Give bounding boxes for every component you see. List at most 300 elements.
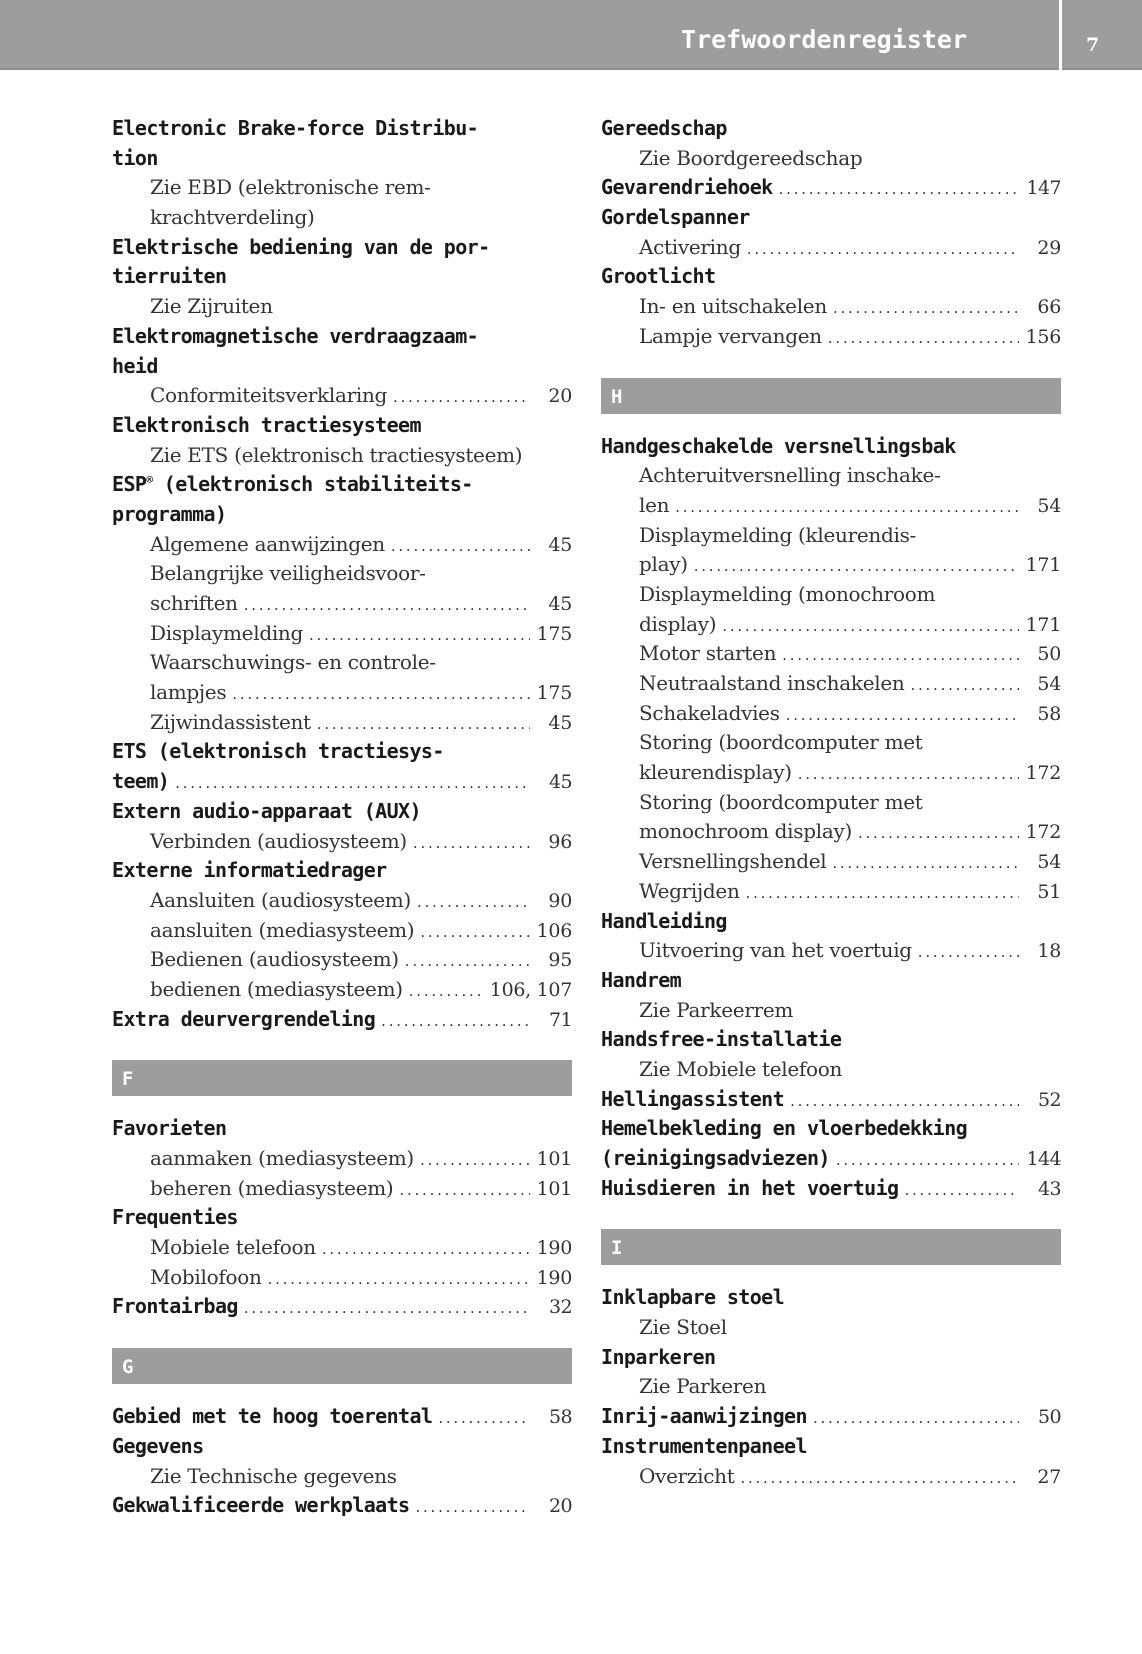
entry-text [112, 146, 158, 170]
index-entry-with-page[interactable] [601, 758, 1061, 788]
page-reference[interactable]: 172 [1025, 821, 1061, 844]
page-reference[interactable]: 58 [1037, 702, 1061, 725]
entry-text [639, 1462, 734, 1492]
dot-leader [438, 1404, 530, 1434]
entry-text [112, 116, 478, 140]
entry-label: play) [639, 552, 688, 577]
entry-label: lampjes [150, 680, 227, 705]
index-entry-with-page[interactable] [601, 1174, 1061, 1204]
entry-text [639, 699, 780, 729]
index-column-right [601, 114, 1061, 1491]
entry-list [601, 432, 1061, 1204]
page-reference[interactable]: 20 [548, 385, 572, 408]
dot-leader [244, 1294, 530, 1324]
index-heading [601, 1025, 1061, 1055]
page-reference[interactable]: 175 [536, 682, 572, 705]
page-reference[interactable]: 58 [549, 1406, 572, 1429]
index-heading [112, 352, 572, 382]
entry-text [639, 758, 792, 788]
entry-label: monochroom display) [639, 819, 852, 844]
entry-text [639, 463, 940, 487]
index-heading [601, 432, 1061, 462]
entry-label: Grootlicht [601, 264, 716, 289]
dot-leader [268, 1265, 530, 1295]
entry-text [601, 1116, 967, 1140]
entry-label: Bedienen (audiosysteem) [150, 947, 399, 972]
entry-text [639, 523, 916, 547]
entry-text [639, 817, 852, 847]
entry-text [150, 1144, 414, 1174]
page-reference[interactable]: 71 [549, 1008, 572, 1031]
page-reference[interactable]: 54 [1037, 673, 1061, 695]
section-header-i: I [601, 1229, 1061, 1265]
index-entry-with-page[interactable] [112, 530, 572, 560]
dot-leader [420, 918, 530, 948]
entry-label: heid [112, 353, 158, 378]
index-entry-with-page[interactable] [112, 678, 572, 708]
entry-text [150, 916, 414, 946]
page-reference[interactable]: 50 [1038, 1406, 1061, 1429]
dot-leader [740, 1464, 1019, 1494]
index-heading [112, 233, 572, 263]
dot-leader [405, 947, 530, 977]
entry-text [112, 739, 444, 763]
index-subentry [601, 728, 1061, 758]
page-reference[interactable]: 54 [1037, 494, 1061, 517]
page-reference[interactable]: 29 [1037, 236, 1061, 259]
entry-label: Wegrijden [639, 878, 740, 903]
page-reference[interactable]: 101 [536, 1177, 572, 1200]
entry-text [112, 413, 421, 437]
entry-label: Mobiele telefoon [150, 1235, 316, 1260]
index-heading [601, 1114, 1061, 1144]
entry-label: Zie ETS (elektronisch tractiesysteem) [150, 442, 523, 467]
entry-text [601, 1027, 841, 1051]
index-entry-with-page[interactable] [601, 550, 1061, 580]
dot-leader [232, 680, 530, 710]
entry-label: Gevarendriehoek [601, 175, 773, 200]
dot-leader [910, 671, 1019, 701]
entry-text [150, 1263, 262, 1293]
entry-text [639, 233, 741, 263]
dot-leader [786, 701, 1019, 731]
page-reference[interactable]: 90 [548, 889, 572, 912]
index-heading [112, 1114, 572, 1144]
page-reference[interactable]: 106, 107 [489, 978, 572, 1001]
entry-text [112, 1402, 432, 1432]
entry-list [112, 1402, 572, 1521]
index-entry-with-page[interactable] [112, 1144, 572, 1174]
entry-text [639, 936, 912, 966]
entry-text [601, 434, 956, 458]
entry-text [150, 294, 273, 318]
entry-label: display) [639, 611, 717, 636]
index-heading [601, 1283, 1061, 1313]
entry-text [150, 619, 303, 649]
entry-text [601, 205, 750, 229]
entry-text [639, 582, 935, 606]
entry-label: krachtverdeling) [150, 205, 315, 230]
entry-label: tierruiten [112, 264, 227, 289]
entry-label: Hemelbekleding en vloerbedekking [601, 1116, 968, 1141]
page-reference[interactable]: 54 [1037, 851, 1061, 874]
entry-label: Zie Parkeerrem [639, 997, 794, 1022]
entry-label: Frequenties [112, 1205, 238, 1230]
entry-text [112, 799, 421, 823]
entry-text [150, 1174, 393, 1204]
index-entry-with-page[interactable] [601, 877, 1061, 907]
dot-leader [417, 888, 530, 918]
page-reference[interactable]: 171 [1025, 613, 1061, 636]
entry-label: Instrumentenpaneel [601, 1433, 807, 1458]
entry-text [112, 472, 473, 496]
index-entry-with-page[interactable] [601, 173, 1061, 203]
entry-text [639, 639, 776, 669]
page-number-box [1062, 0, 1142, 70]
entry-text [639, 877, 740, 907]
entry-label: Conformiteitsverklaring [150, 383, 388, 408]
dot-leader [322, 1235, 530, 1265]
entry-label: Extern audio-apparaat (AUX) [112, 798, 421, 823]
index-heading [112, 856, 572, 886]
entry-text [601, 1402, 807, 1432]
entry-label: Waarschuwings- en controle- [150, 650, 436, 675]
dot-leader [813, 1404, 1019, 1434]
index-entry-with-page[interactable] [112, 381, 572, 411]
entry-text [639, 550, 688, 580]
entry-text [150, 381, 387, 411]
index-entry-with-page[interactable] [112, 1233, 572, 1263]
entry-label: Handleiding [601, 908, 727, 933]
index-subentry [601, 144, 1061, 174]
section-header-f: F [112, 1060, 572, 1096]
entry-text [112, 1292, 238, 1322]
index-heading [601, 262, 1061, 292]
entry-text [601, 1434, 807, 1458]
index-subentry [601, 1372, 1061, 1402]
entry-text [601, 173, 773, 203]
entry-text [639, 790, 923, 814]
index-subentry [112, 1462, 572, 1492]
index-entry-with-page[interactable] [601, 699, 1061, 729]
entry-label: Zijwindassistent [150, 709, 311, 734]
page-reference[interactable]: 43 [1038, 1177, 1061, 1200]
dot-leader [832, 849, 1019, 879]
page-reference[interactable]: 144 [1026, 1148, 1061, 1170]
page-reference[interactable]: 45 [548, 593, 572, 615]
index-heading [601, 966, 1061, 996]
dot-leader [413, 829, 530, 859]
index-entry-with-page[interactable] [112, 767, 572, 797]
index-subentry [601, 521, 1061, 551]
registered-mark: ® [146, 473, 153, 487]
index-heading [112, 797, 572, 827]
entry-text [601, 1174, 898, 1204]
entry-text [112, 1205, 238, 1229]
entry-label: Versnellingshendel [639, 849, 827, 874]
dot-leader [746, 879, 1019, 909]
entry-text [112, 235, 490, 259]
index-entry-with-page[interactable] [601, 936, 1061, 966]
index-entry-with-page[interactable] [601, 1144, 1061, 1174]
entry-text [150, 175, 431, 199]
dot-leader [409, 977, 484, 1007]
dot-leader [399, 1176, 530, 1206]
index-entry-with-page[interactable] [601, 1462, 1061, 1492]
page-reference[interactable]: 32 [549, 1296, 572, 1319]
index-entry-with-page[interactable] [112, 1292, 572, 1322]
page-reference[interactable]: 147 [1026, 177, 1061, 200]
page-reference[interactable]: 45 [548, 711, 572, 734]
index-entry-with-page[interactable] [112, 1174, 572, 1204]
page-reference[interactable]: 190 [536, 1266, 572, 1289]
index-entry-with-page[interactable] [112, 589, 572, 619]
index-entry-with-page[interactable] [112, 945, 572, 975]
entry-text [112, 264, 226, 288]
entry-label: Handrem [601, 967, 682, 992]
dot-leader [836, 1146, 1019, 1176]
index-entry-with-page[interactable] [112, 1005, 572, 1035]
index-heading [601, 907, 1061, 937]
index-heading [601, 203, 1061, 233]
entry-label: Elektronisch tractiesysteem [112, 412, 421, 437]
entry-list [112, 114, 572, 1034]
entry-label: programma) [112, 501, 227, 526]
dot-leader [904, 1176, 1019, 1206]
entry-label: Extra deurvergrendeling [112, 1006, 376, 1031]
entry-text [601, 1345, 715, 1369]
index-entry-with-page[interactable] [112, 916, 572, 946]
page-reference[interactable]: 175 [536, 622, 572, 645]
entry-label: beheren (mediasysteem) [150, 1175, 394, 1200]
entry-list [601, 1283, 1061, 1491]
entry-label: Gekwalificeerde werkplaats [112, 1493, 410, 1518]
index-entry-with-page[interactable] [601, 639, 1061, 669]
entry-list [112, 1114, 572, 1322]
entry-text [150, 530, 385, 560]
entry-text [639, 491, 669, 521]
entry-label: Lampje vervangen [639, 323, 822, 348]
entry-label: Zie Mobiele telefoon [639, 1056, 843, 1081]
entry-text [639, 292, 827, 322]
dot-leader [833, 294, 1019, 324]
page-number: 7 [1086, 34, 1100, 56]
index-entry-with-page[interactable] [601, 292, 1061, 322]
index-heading [112, 470, 572, 500]
entry-label: Zie Parkeren [639, 1374, 767, 1399]
entry-label: Hellingassistent [601, 1086, 785, 1111]
entry-text [150, 975, 403, 1005]
index-heading [112, 500, 572, 530]
index-entry-with-page[interactable] [112, 827, 572, 857]
entry-text [639, 730, 923, 754]
entry-label: len [639, 492, 670, 517]
dot-leader [381, 1007, 530, 1037]
entry-label: Mobilofoon [150, 1264, 262, 1289]
entry-label: Favorieten [112, 1116, 227, 1141]
entry-label: Displaymelding [150, 620, 303, 645]
entry-label: Zie EBD (elektronische rem- [150, 175, 431, 200]
index-heading [112, 411, 572, 441]
entry-label: In- en uitschakelen [639, 294, 827, 319]
entry-text [639, 847, 826, 877]
entry-text [150, 650, 436, 674]
dot-leader [244, 591, 530, 621]
index-entry-with-page[interactable] [112, 708, 572, 738]
index-subentry [112, 203, 572, 233]
index-subentry [112, 292, 572, 322]
entry-label: Zie Boordgereedschap [639, 145, 863, 170]
index-heading [112, 322, 572, 352]
entry-text [601, 264, 715, 288]
page-reference[interactable]: 27 [1037, 1465, 1061, 1488]
entry-label: Overzicht [639, 1463, 735, 1488]
entry-label: bedienen (mediasysteem) [150, 976, 403, 1001]
header-bar [0, 0, 1059, 70]
index-column-left [112, 114, 572, 1521]
entry-label: Huisdieren in het voertuig [601, 1175, 899, 1200]
entry-label: Handsfree-installatie [601, 1027, 842, 1052]
page-reference[interactable]: 52 [1038, 1088, 1061, 1111]
entry-label: Zie Stoel [639, 1315, 727, 1340]
page-reference[interactable]: 95 [548, 949, 572, 972]
page-reference[interactable]: 190 [536, 1237, 572, 1260]
dot-leader [747, 235, 1019, 265]
entry-text [112, 1491, 409, 1521]
entry-text [150, 678, 226, 708]
entry-text [601, 1285, 784, 1309]
page-reference[interactable]: 51 [1037, 880, 1061, 903]
entry-label: teem) [112, 769, 170, 794]
index-entry-with-page[interactable] [112, 975, 572, 1005]
page-reference[interactable]: 45 [549, 771, 572, 794]
index-heading [112, 1432, 572, 1462]
index-subentry [601, 996, 1061, 1026]
dot-leader [309, 621, 530, 651]
index-entry-with-page[interactable] [601, 491, 1061, 521]
index-entry-with-page[interactable] [112, 619, 572, 649]
page-reference[interactable]: 20 [549, 1495, 572, 1518]
entry-label: Algemene aanwijzingen [150, 531, 385, 556]
entry-text [601, 116, 727, 140]
dot-leader [675, 493, 1019, 523]
entry-text [639, 1315, 727, 1339]
page-reference[interactable]: 45 [548, 533, 572, 556]
index-entry-with-page[interactable] [601, 610, 1061, 640]
entry-text [639, 1057, 842, 1081]
page-reference[interactable]: 171 [1025, 554, 1061, 577]
index-entry-with-page[interactable] [601, 233, 1061, 263]
index-entry-with-page[interactable] [601, 817, 1061, 847]
index-entry-with-page[interactable] [601, 1085, 1061, 1115]
entry-text [150, 589, 238, 619]
entry-label: aansluiten (mediasysteem) [150, 917, 415, 942]
index-entry-with-page[interactable] [112, 886, 572, 916]
page-reference[interactable]: 66 [1037, 296, 1061, 319]
dot-leader [722, 612, 1019, 642]
index-entry-with-page[interactable] [112, 1263, 572, 1293]
index-entry-with-page[interactable] [601, 322, 1061, 352]
entry-label: Inrij-aanwijzingen [601, 1404, 807, 1429]
entry-label: Gereedschap [601, 116, 727, 140]
entry-text [639, 322, 822, 352]
index-subentry [601, 580, 1061, 610]
entry-label: Displaymelding (kleurendis- [639, 522, 916, 547]
index-subentry [112, 559, 572, 589]
entry-label: Gordelspanner [601, 205, 750, 230]
page-reference[interactable]: 18 [1037, 940, 1061, 963]
index-subentry [112, 173, 572, 203]
index-subentry [601, 788, 1061, 818]
index-entry-with-page[interactable] [601, 669, 1061, 699]
entry-label: Storing (boordcomputer met [639, 789, 923, 814]
page-reference[interactable]: 172 [1025, 762, 1061, 785]
entry-label: Elektromagnetische verdraagzaam- [112, 323, 479, 348]
index-entry-with-page[interactable] [601, 847, 1061, 877]
index-entry-with-page[interactable] [601, 1402, 1061, 1432]
index-subentry [601, 461, 1061, 491]
index-subentry [601, 1313, 1061, 1343]
page-reference[interactable]: 156 [1025, 325, 1061, 348]
entry-text [639, 1374, 766, 1398]
entry-text [150, 205, 315, 229]
dot-leader [782, 641, 1019, 671]
index-entry-with-page[interactable] [112, 1491, 572, 1521]
page-reference[interactable]: 106 [536, 919, 572, 942]
entry-label: Elektrische bediening van de por- [112, 234, 490, 259]
entry-label-rest: (elektronisch stabiliteits- [152, 472, 473, 497]
entry-text [112, 1005, 375, 1035]
dot-leader [779, 175, 1019, 205]
entry-label: Belangrijke veiligheidsvoor- [150, 561, 426, 586]
index-subentry [112, 441, 572, 471]
entry-text [150, 886, 411, 916]
entry-text [112, 324, 478, 348]
entry-label: Zie Zijruiten [150, 294, 273, 319]
entry-label: Gebied met te hoog toerental [112, 1404, 433, 1429]
dot-leader [798, 760, 1019, 790]
entry-text [150, 1464, 397, 1488]
entry-label: Handgeschakelde versnellingsbak [601, 433, 956, 458]
index-subentry [112, 648, 572, 678]
dot-leader [858, 819, 1019, 849]
dot-leader [317, 710, 530, 740]
page-reference[interactable]: 50 [1037, 643, 1061, 666]
entry-text [112, 858, 387, 882]
entry-text [639, 610, 716, 640]
entry-label: Motor starten [639, 641, 777, 666]
entry-label: Displaymelding (monochroom [639, 581, 936, 606]
entry-text [112, 1116, 226, 1140]
section-header-h: H [601, 378, 1061, 414]
index-heading [112, 262, 572, 292]
entry-label: Uitvoering van het voertuig [639, 938, 912, 963]
index-entry-with-page[interactable] [112, 1402, 572, 1432]
entry-text [150, 708, 311, 738]
entry-label: Zie Technische gegevens [150, 1463, 397, 1488]
index-heading [601, 114, 1061, 144]
dot-leader [391, 532, 530, 562]
page-reference[interactable]: 101 [536, 1148, 572, 1170]
entry-text [150, 561, 426, 585]
entry-label: ETS (elektronisch tractiesys- [112, 739, 444, 764]
entry-label: Activering [639, 234, 741, 259]
entry-text [150, 443, 522, 467]
entry-text [639, 146, 862, 170]
page-reference[interactable]: 96 [548, 830, 572, 853]
index-heading [112, 114, 572, 144]
entry-label: Externe informatiedrager [112, 858, 387, 883]
